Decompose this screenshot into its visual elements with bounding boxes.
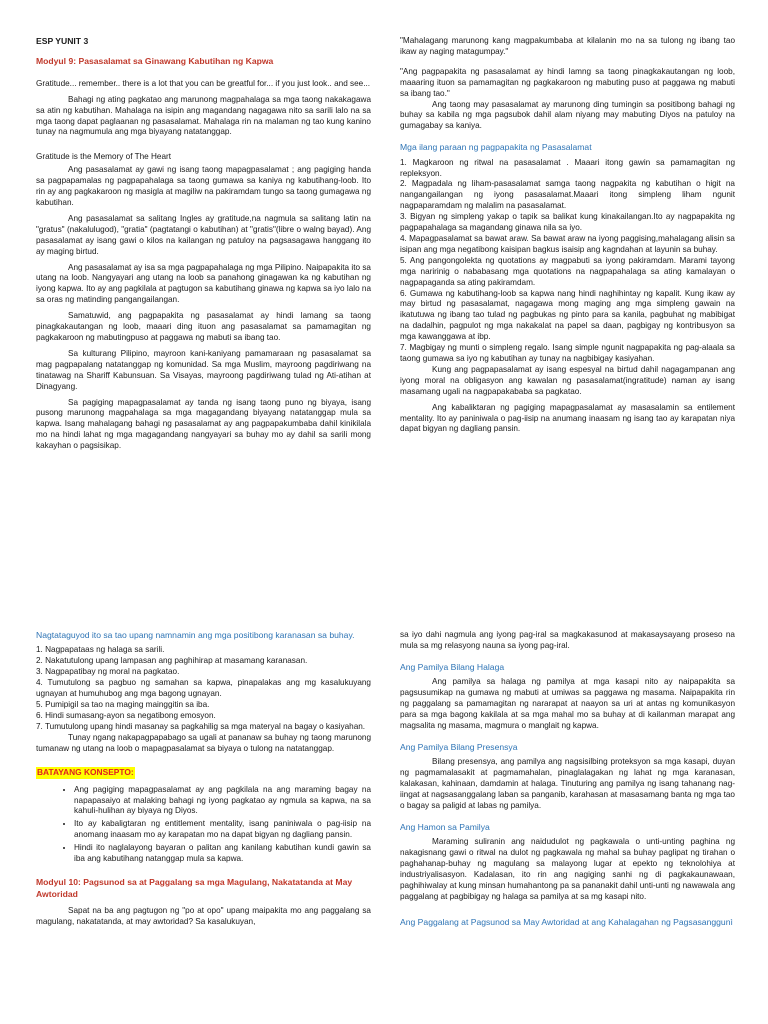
paragraph: Sapat na ba ang pagtugon ng "po at opo" upang maipakita mo ang paggalang sa magulang, nakatatanda, at may awtoridad? Sa kasalukuyan, bbox=[36, 906, 371, 927]
paragraph: Bilang presensya, ang pamilya ang nagsisilbing proteksyon sa mga kasapi, duyan ng pagmamalasakit at pagmamahalan, pinaglalagakan ng lahat ng mga karanasan, kalakasan, kahinaan, damdamin at halaga. Tinuturing ang pamilya ng isang tahanang nag-iingat at nagsasanggalang laban sa panganib, karahasan at masasamang banta ng mga tao o bagay sa paligid at labas ng pamilya. bbox=[400, 757, 735, 810]
paragraph: Sa kulturang Pilipino, mayroon kani-kaniyang pamamaraan ng pasasalamat sa mag pagpapalang natatanggap ng komunidad. Sa mga Muslim, mayroong pagdiriwang na tinatawag na Shariff Kabunsuan. Sa Visayas, mayroong pagdiriwang tulad ng Ati-atihan at Dinagyang. bbox=[36, 348, 371, 391]
bullet-item: • Hindi ito naglalayong bayaran o palitan ang kanilang kabutihan kundi gawin sa iba ang kabutihang natanggap mula sa kapwa. bbox=[74, 843, 371, 865]
paragraph: Maraming suliranin ang naidudulot ng pagkawala o unti-unting paghina ng nakagisnang gawi o ritwal na dulot ng pagkawala ng mahal sa buhay paglipat ng tirahan o paghahanap-buhay ng magulang sa malayong lugar at epekto ng teknolohiya at industriyalisasyon. Kadalasan, ito rin ang nagiging sanhi ng di pagkakaunawaan, paghihiwalay at kung minsan humahantong pa sa pananakit dahil unti-unti ng nawawala ang paggalang at pagbibigay ng halaga sa pamilya at sa mg kasapi nito. bbox=[400, 837, 735, 901]
paragraph: Ang pasasalamat sa salitang Ingles ay gratitude,na nagmula sa salitang latin na "gratus" (nakalulugod), "gratia" (pagtatangi o kabutihan) at "gratis"(libre o walng bayad). Ang pasasalamat ay isang gawi o kilos na kailangan ng patuloy na pagsasagawa hanggang ito ay maging birtud. bbox=[36, 213, 371, 256]
list-item: 5. Pumipigil sa tao na maging mainggitin sa iba. bbox=[36, 699, 210, 709]
bullet-item: • Ang pagiging mapagpasalamat ay ang pagkilala na ang maraming bagay na napapasaiyo at malaking bahagi ng iyong pagkatao ay ngmula sa kapwa, na sa kahuli-hulihan ay biyaya ng Diyos. bbox=[74, 785, 371, 818]
section-heading: Ang Hamon sa Pamilya bbox=[400, 821, 490, 832]
paragraph: Bahagi ng ating pagkatao ang marunong magpahalaga sa mga taong nakakagawa sa atin ng kabutihan. Mahalaga na isipin ang magandang nagagawa nito sa sarili lalo na sa mga taong dapat paglaanan ng pasasalamat. Mahalaga rin na malaman ng tao kung kanino tunay na nagmumula ang mga biyayang natatanggap. bbox=[36, 94, 371, 137]
list-item: 2. Nakatutulong upang lampasan ang paghihirap at masamang karanasan. bbox=[36, 656, 308, 666]
list-item: 3. Nagpapatibay ng moral na pagkatao. bbox=[36, 667, 180, 677]
module9-title: Modyul 9: Pasasalamat sa Ginawang Kabutihan ng Kapwa bbox=[36, 56, 274, 67]
paragraph: Kung ang pagpapasalamat ay isang espesyal na birtud dahil nagagampanan ang iyong moral na obligasyon ang kawalan ng pasasalamat(ingratitude) naman ay isang masamang ugali na nagpapakababa sa pagkatao. bbox=[400, 364, 735, 396]
quote: "Mahalagang marunong kang magpakumbaba at kilalanin mo na sa tulong ng ibang tao ikaw ay naging matagumpay." bbox=[400, 36, 735, 56]
paragraph: Tunay ngang nakapagpapabago sa ugali at pananaw sa buhay ng taong marunong tumanaw ng utang na loob o mapagpasalamat sa biyaya o tulong na natatanggap. bbox=[36, 732, 371, 753]
paragraph: Samatuwid, ang pagpapakita ng pasasalamat ay hindi lamang sa taong pinagkakautangan ng loob, maaari ding ituon ang pasasalamat sa pamamagitan ng pagkakaroon ng mabutingpuso at paggawa ng mabuti sa ibang tao. bbox=[36, 311, 371, 342]
list-item: 1. Magkaroon ng ritwal na pasasalamat . Maaari itong gawin sa pamamagitan ng repleksyon. bbox=[400, 157, 735, 178]
list-item: 6. Hindi sumasang-ayon sa negatibong emosyon. bbox=[36, 710, 216, 720]
list-item: 3. Bigyan ng simpleng yakap o tapik sa balikat kung kinakailangan.Ito ay nagpapakita ng pagpapahalaga sa magandang ginawa nila sa iyo. bbox=[400, 212, 735, 233]
bullet-list bbox=[36, 785, 371, 865]
list-item: 4. Mapagpasalamat sa bawat araw. Sa bawat araw na iyong paggising,mahalagang alisin sa isipan ang mga negatibong kaisipan bagkus isaisip ang kagndahan at layunin sa buhay. bbox=[400, 234, 735, 254]
paragraph: sa iyo dahi nagmula ang iyong pag-iral sa magkakasunod at makasaysayang proseso na mula sa mg relasyong nauna sa iyong pag-iral. bbox=[400, 630, 735, 650]
module10-title: Modyul 10: Pagsunod sa at Paggalang sa mga Magulang, Nakatatanda at May Awtoridad bbox=[36, 877, 353, 899]
section-heading: Ang Pamilya Bilang Presensya bbox=[400, 741, 518, 752]
unit-title: ESP YUNIT 3 bbox=[36, 36, 89, 46]
list-item: 4. Tumutulong sa pagbuo ng samahan sa kapwa, pinapalakas ang mg kasalukuyang ugnayan at humuhubog ang mga bagong ugnayan. bbox=[36, 678, 371, 699]
list-item: 7. Magbigay ng munti o simpleng regalo. Isang simple ngunit nagpapakita ng pag-alaala sa taong gumawa sa iyo ng kabutihan ay tunay na nagbibigay kasiyahan. bbox=[400, 343, 735, 363]
section-heading: Mga ilang paraan ng pagpapakita ng Pasasalamat bbox=[400, 142, 592, 153]
top-left-column bbox=[36, 36, 371, 457]
paragraph: Sa pagiging mapagpasalamat ay tanda ng isang taong puno ng biyaya, isang pusong marunong magpahalaga sa mga magagandang biyayang natatanggap mula sa kapwa. Isang mahalagang bahagi ng pasasalamat ay ang pagpapakumbaba dahil kinikilala mo na hindi lahat ng mga magagandang nangyayari sa buhay mo ay dahil sa sarili mong kakayhan o pagsisikap. bbox=[36, 397, 371, 451]
intro-quote: Gratitude... remember.. there is a lot that you can be greatful for... if you just look.. and see... bbox=[36, 78, 371, 88]
paragraph: Ang kabaliktaran ng pagiging mapagpasalamat ay masasalamin sa entilement mentality. Ito ay paniniwala o pag-iisip na anumang inaasam ng isang tao ay karapatan niya dapat bigyan ng dagliang pansin. bbox=[400, 402, 735, 434]
list-item: 2. Magpadala ng liham-pasasalamat samga taong nagpakita ng kabutihan o higit na nangangailangan ng iyong pasasalamat.Maaari itong simpleng liham ngunit nagpaparamdam ng malalim na pasasalamat. bbox=[400, 179, 735, 211]
bottom-right-column bbox=[400, 630, 735, 932]
list-item: 1. Nagpapataas ng halaga sa sarili. bbox=[36, 645, 165, 655]
list-item: 6. Gumawa ng kabutihang-loob sa kapwa nang hindi naghihintay ng kapalit. Kung ikaw ay may birtud ng pasasalamat, nagagawa mong maging ang mga simpleng gawain na ikatutuwa ng ibang tao tulad ng pagbukas ng pinto para sa kanila, pagbuhat ng mabibigat na dadalhin, pagpulot ng mga nakakalat na papel sa daan, pagbigay ng kontribusyon sa mga kawanggawa at ibp. bbox=[400, 288, 735, 342]
list-item: 7. Tumutulong upang hindi masanay sa pagkahilig sa mga materyal na bagay o kasiyahan. bbox=[36, 721, 366, 731]
bottom-left-column bbox=[36, 630, 371, 933]
top-right-column bbox=[400, 36, 735, 440]
bullet-item: • Ito ay kabaligtaran ng entitlement mentality, isang paniniwala o pag-iisip na anomang inaasam mo ay karapatan mo na dapat bigyan ng dagliang pansin. bbox=[74, 819, 371, 841]
section-heading: Ang Pamilya Bilang Halaga bbox=[400, 661, 505, 672]
quote: "Ang pagpapakita ng pasasalamat ay hindi lamng sa taong pinagkakautangan ng loob, maaaring ituon sa pamamagitan ng pagkakaroon ng mabuting puso at paggawa ng mabuti sa ibang tao." bbox=[400, 66, 735, 98]
section-heading: Nagtataguyod ito sa tao upang namnamin ang mga positibong karanasan sa buhay. bbox=[36, 630, 355, 640]
section-heading: Ang Paggalang at Pagsunod sa May Awtoridad at ang Kahalagahan ng Pagsasanggunì bbox=[400, 916, 733, 927]
paragraph: Ang taong may pasasalamat ay marunong ding tumingin sa positibong bahagi ng buhay sa kabila ng mga pagsubok dahil alam niyang may mabuting Diyos na patuloy na gumagabay sa kaniya. bbox=[400, 99, 735, 131]
list-item: 5. Ang pangongolekta ng quotations ay magpabuti sa iyong pakiramdam. Marami tayong mga naririnig o nababasang mga quotations na nagpapahalaga sa ating kamalayan o nagpapaganda sa ating pakiramdam. bbox=[400, 255, 735, 287]
paragraph: Ang pasasalamat ay isa sa mga pagpapahalaga ng mga Pilipino. Naipapakita ito sa utang na loob. Nangyayari ang utang na loob sa panahong ginagawan ka ng kabutihan ng iyong kapwa. Ito ay ang pagkilala at pagtugon sa kabutihang ginawa ng kapwa sa iyo lalo na sa oras ng matinding pangangailangan. bbox=[36, 262, 372, 305]
konsepto-label: BATAYANG KONSEPTO: bbox=[37, 767, 134, 778]
subheading: Gratitude is the Memory of The Heart bbox=[36, 152, 171, 162]
paragraph: Ang pasasalamat ay gawi ng isang taong mapagpasalamat ; ang pagiging handa sa pagpapamalas ng pagpapahalaga sa taong gumawa sa kaniya ng kabutihang-loob. Ito rin ay ang pagkakaroon ng masigla at magiliw na pakiramdam tungo sa taong gumagawa ng kabutihan. bbox=[36, 165, 371, 207]
paragraph: Ang pamilya sa halaga ng pamilya at mga kasapi nito ay naipapakita sa pagsusumikap na gumawa ng mabuti at umiwas sa paggawa ng masama. Naipapakita rin ng paggalang sa pamamagitan ng nararapat at naayon sa uri at antas ng komunikasyon para sa mga bagong kakilala at sa mga mahal mo sa buhay at di kailanman marapat ang magsalita ng masama, magmura o manglait ng kapwa. bbox=[400, 677, 735, 730]
